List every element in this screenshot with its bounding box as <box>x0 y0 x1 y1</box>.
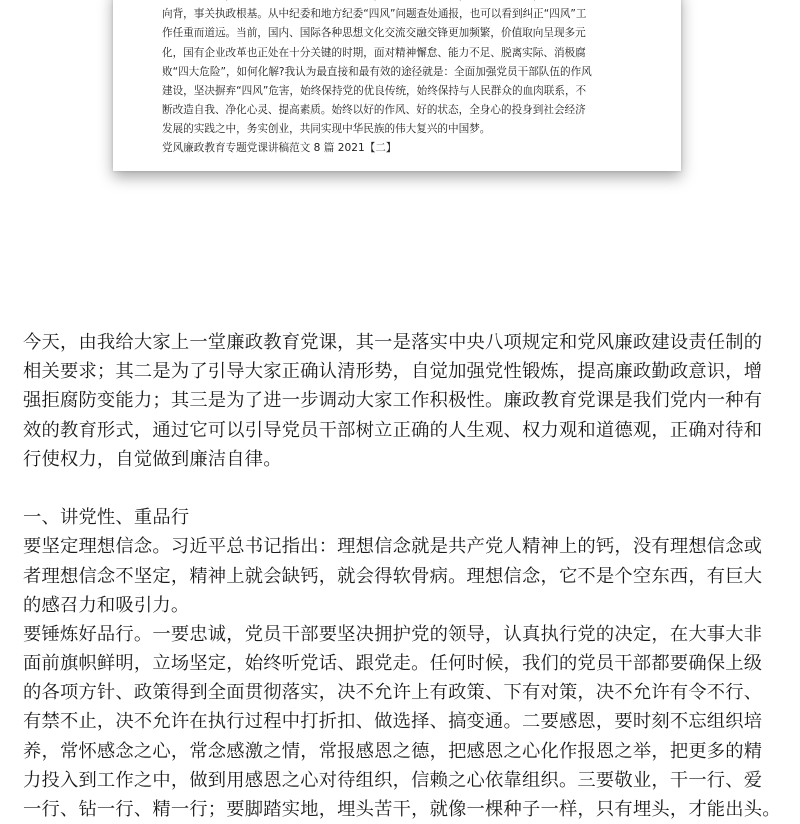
ideals-paragraph <box>23 532 783 620</box>
paragraph-line: 面前旗帜鲜明，立场坚定，始终听党话、跟党走。任何时候，我们的党员干部都要确保上级 <box>23 653 763 675</box>
intro-paragraph <box>23 328 783 474</box>
preview-line: 化，国有企业改革也正处在十分关键的时期，面对精神懈怠、能力不足、脱离实际、消极腐 <box>162 46 586 59</box>
preview-line: 败“四大危险”，如何化解?我认为最直接和最有效的途径就是：全面加强党员干部队伍的作风 <box>162 65 592 78</box>
paragraph-spacer <box>23 474 783 503</box>
paragraph-line: 行使权力，自觉做到廉洁自律。 <box>23 448 282 470</box>
paragraph-line: 一行、钻一行、精一行；要脚踏实地，埋头苦干，就像一棵种子一样，只有埋头，才能出头。 <box>23 799 781 820</box>
preview-line: 断改造自我、净化心灵、提高素质。始终以好的作风、好的状态，全身心的投身到社会经济 <box>162 104 586 117</box>
paragraph-line: 效的教育形式，通过它可以引导党员干部树立正确的人生观、权力观和道德观，正确对待和 <box>23 419 763 441</box>
paragraph-line: 要坚定理想信念。习近平总书记指出：理想信念就是共产党人精神上的钙，没有理想信念或 <box>23 536 763 558</box>
paragraph-line: 有禁不止，决不允许在执行过程中打折扣、做选择、搞变通。二要感恩，要时刻不忘组织培 <box>23 711 763 733</box>
paragraph-line: 强拒腐防变能力；其三是为了进一步调动大家工作积极性。廉政教育党课是我们党内一种有 <box>23 390 763 412</box>
document-page-preview <box>113 0 681 171</box>
paragraph-line: 今天，由我给大家上一堂廉政教育党课，其一是落实中央八项规定和党风廉政建设责任制的 <box>23 332 763 353</box>
paragraph-line: 养，常怀感念之心，常念感激之情，常报感恩之德，把感恩之心化作报恩之举，把更多的精 <box>23 740 763 762</box>
preview-line: 发展的实践之中，务实创业，共同实现中华民族的伟大复兴的中国梦。 <box>162 123 491 136</box>
paragraph-line: 的各项方针、政策得到全面贯彻落实，决不允许上有政策、下有对策，决不允许有令不行、 <box>23 682 763 704</box>
paragraph-line: 者理想信念不坚定，精神上就会缺钙，就会得软骨病。理想信念，它不是个空东西，有巨大 <box>23 565 763 587</box>
paragraph-line: 相关要求；其二是为了引导大家正确认清形势，自觉加强党性锻炼，提高廉政勤政意识，增 <box>23 361 763 383</box>
document-body <box>23 328 783 824</box>
paragraph-line: 力投入到工作之中，做到用感恩之心对待组织，信赖之心依靠组织。三要敬业，干一行、爱 <box>23 769 763 791</box>
conduct-paragraph <box>23 620 783 824</box>
preview-footer-title: 党风廉政教育专题党课讲稿范文 8 篇 2021【二】 <box>162 142 397 154</box>
paragraph-line: 的感召力和吸引力。 <box>23 594 190 616</box>
paragraph-line: 要锤炼好品行。一要忠诚，党员干部要坚决拥护党的领导，认真执行党的决定，在大事大非 <box>23 623 763 645</box>
preview-text-block <box>162 0 642 140</box>
section-heading: 一、讲党性、重品行 <box>23 507 190 529</box>
preview-line: 向背，事关执政根基。从中纪委和地方纪委“四风”问题查处通报，也可以看到纠正“四风”工 <box>162 8 587 21</box>
preview-line: 作任重而道远。当前，国内、国际各种思想文化交流交融交锋更加频繁，价值取向呈现多元 <box>162 27 586 40</box>
preview-line: 建设，坚决摒弃“四风”危害，始终保持党的优良传统，始终保持与人民群众的血肉联系，不 <box>162 84 587 97</box>
